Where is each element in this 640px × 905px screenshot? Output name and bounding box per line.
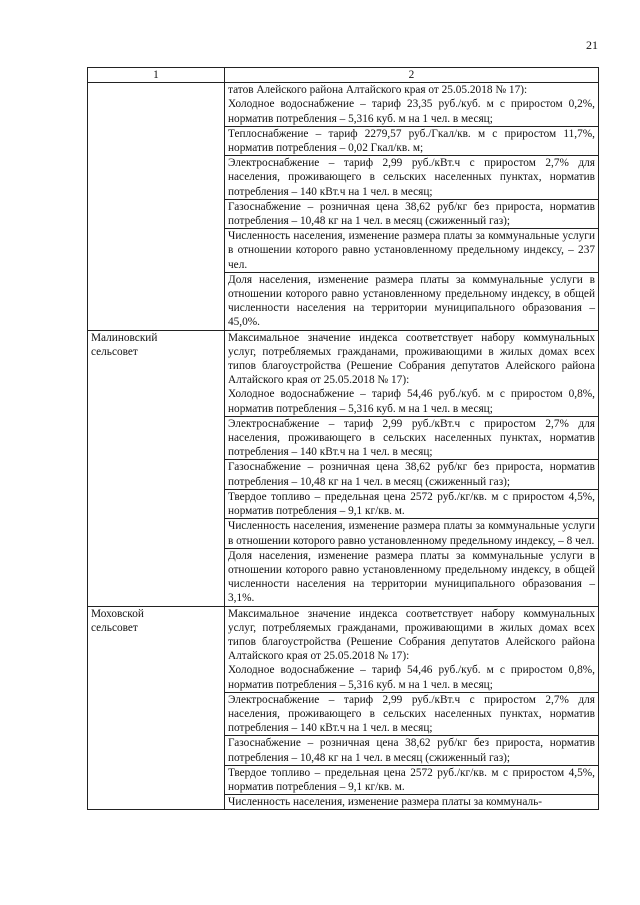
municipality-name: Малиновский: [91, 331, 158, 344]
paragraph: Численность населения, изменение размера платы за коммунальные услуги в отношении которого равно установленному предельному индексу, – 237 чел.: [225, 228, 598, 272]
paragraph: Твердое топливо – предельная цена 2572 руб./кг/кв. м с приростом 4,5%, норматив потребления – 9,1 кг/кв. м.: [225, 489, 598, 518]
description-cell: [225, 83, 599, 330]
municipality-cell: [88, 83, 225, 330]
paragraph: Численность населения, изменение размера платы за коммуналь-: [225, 794, 598, 809]
paragraph: Максимальное значение индекса соответствует набору коммунальных услуг, потребляемых гражданами, проживающими в жилых домах всех типов благоустройства (Решение Собрания депутатов Алейского района Алтайского края от 25.05.2018 № 17):: [228, 607, 595, 663]
paragraph: Численность населения, изменение размера платы за коммунальные услуги в отношении которого равно установленному предельному индексу, – 8 чел.: [225, 518, 598, 547]
table-row: [88, 83, 599, 330]
column-header-1: 1: [88, 68, 225, 83]
paragraph: Газоснабжение – розничная цена 38,62 руб/кг без прироста, норматив потребления – 10,48 кг на 1 чел. в месяц (сжиженный газ);: [225, 459, 598, 488]
paragraph: Электроснабжение – тариф 2,99 руб./кВт.ч с приростом 2,7% для населения, проживающего в сельских населенных пунктах, норматив потребления – 140 кВт.ч на 1 чел. в месяц;: [225, 155, 598, 199]
paragraph: татов Алейского района Алтайского края от 25.05.2018 № 17):: [228, 84, 528, 97]
paragraph: Максимальное значение индекса соответствует набору коммунальных услуг, потребляемых гражданами, проживающими в жилых домах всех типов благоустройства (Решение Собрания депутатов Алейского района Алтайского края от 25.05.2018 № 17):: [228, 331, 595, 387]
paragraph: Холодное водоснабжение – тариф 54,46 руб./куб. м с приростом 0,8%, норматив потребления – 5,316 куб. м на 1 чел. в месяц;: [228, 664, 595, 691]
paragraph: Электроснабжение – тариф 2,99 руб./кВт.ч с приростом 2,7% для населения, проживающего в сельских населенных пунктах, норматив потребления – 140 кВт.ч на 1 чел. в месяц;: [225, 692, 598, 736]
paragraph: Холодное водоснабжение – тариф 54,46 руб./куб. м с приростом 0,8%, норматив потребления – 5,316 куб. м на 1 чел. в месяц;: [228, 388, 595, 415]
paragraph: Электроснабжение – тариф 2,99 руб./кВт.ч с приростом 2,7% для населения, проживающего в сельских населенных пунктах, норматив потребления – 140 кВт.ч на 1 чел. в месяц;: [225, 416, 598, 460]
paragraph: Газоснабжение – розничная цена 38,62 руб/кг без прироста, норматив потребления – 10,48 кг на 1 чел. в месяц (сжиженный газ);: [225, 199, 598, 228]
municipality-cell: [88, 330, 225, 606]
tariff-table: [87, 67, 599, 810]
page-number: 21: [586, 38, 598, 52]
column-header-2: 2: [225, 68, 599, 83]
table-row: [88, 606, 599, 810]
description-cell: [225, 606, 599, 810]
table-header-row: [88, 68, 599, 83]
table-row: [88, 330, 599, 606]
paragraph: Холодное водоснабжение – тариф 23,35 руб./куб. м с приростом 0,2%, норматив потребления – 5,316 куб. м на 1 чел. в месяц;: [228, 98, 595, 125]
municipality-type: сельсовет: [91, 345, 138, 358]
paragraph: Доля населения, изменение размера платы за коммунальные услуги в отношении которого равно установленному предельному индексу, в общей численности населения на территории муниципального образования – 45,0%.: [225, 272, 598, 330]
paragraph: Твердое топливо – предельная цена 2572 руб./кг/кв. м с приростом 4,5%, норматив потребления – 9,1 кг/кв. м.: [225, 765, 598, 794]
municipality-cell: [88, 606, 225, 810]
paragraph: Газоснабжение – розничная цена 38,62 руб/кг без прироста, норматив потребления – 10,48 кг на 1 чел. в месяц (сжиженный газ);: [225, 735, 598, 764]
description-cell: [225, 330, 599, 606]
paragraph: Теплоснабжение – тариф 2279,57 руб./Гкал/кв. м с приростом 11,7%, норматив потребления – 0,02 Гкал/кв. м;: [225, 126, 598, 155]
municipality-type: сельсовет: [91, 621, 138, 634]
paragraph: Доля населения, изменение размера платы за коммунальные услуги в отношении которого равно установленному предельному индексу, в общей численности населения на территории муниципального образования – 3,1%.: [225, 548, 598, 606]
municipality-name: Моховской: [91, 607, 144, 620]
